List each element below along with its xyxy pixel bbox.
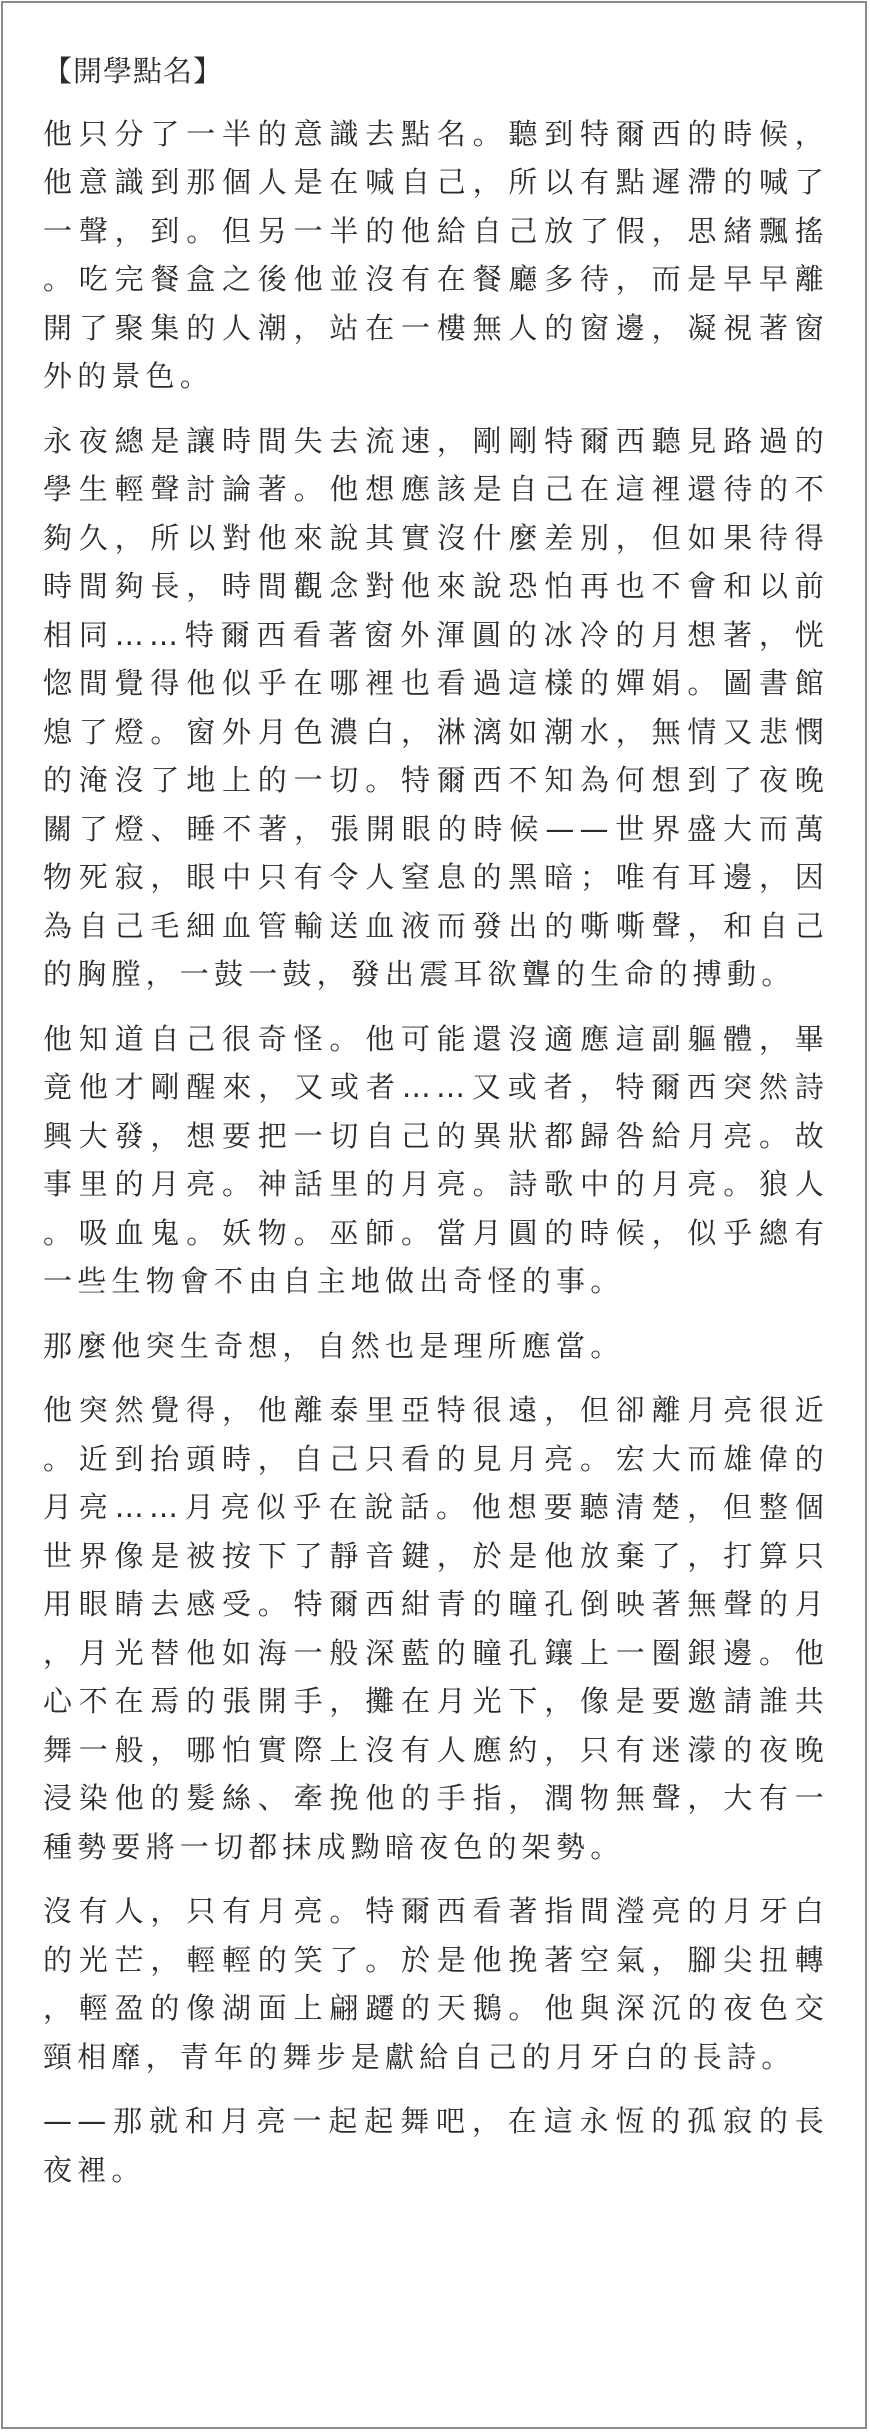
document-body — [43, 47, 829, 2210]
document-title: 【開學點名】 — [43, 54, 224, 88]
paragraph-strange-self: 他知道自己很奇怪。他可能還沒適應這副軀體，畢竟他才剛醒來，又或者……又或者，特爾西突然詩興大發，想要把一切自己的異狀都歸咎給月亮。故事里的月亮。神話里的月亮。詩歌中的月亮。狼人。吸血鬼。妖物。巫師。當月圓的時候，似乎總有一些生物會不由自主地做出奇怪的事。 — [43, 1021, 829, 1298]
paragraph-near-the-moon: 他突然覺得，他離泰里亞特很遠，但卻離月亮很近。近到抬頭時，自己只看的見月亮。宏大而雄偉的月亮……月亮似乎在說話。他想要聽清楚，但整個世界像是被按下了靜音鍵，於是他放棄了，打算只用眼睛去感受。特爾西紺青的瞳孔倒映著無聲的月，月光替他如海一般深藍的瞳孔鑲上一圈銀邊。他心不在焉的張開手，攤在月光下，像是要邀請誰共舞一般，哪怕實際上沒有人應約，只有迷濛的夜晚浸染他的髮絲、牽挽他的手指，潤物無聲，大有一種勢要將一切都抹成黝暗夜色的架勢。 — [43, 1393, 829, 1864]
paragraph-dance: 沒有人，只有月亮。特爾西看著指間瀅亮的月牙白的光芒，輕輕的笑了。於是他挽著空氣，腳尖扭轉，輕盈的像湖面上翩躚的天鵝。他與深沉的夜色交頸相靡，青年的舞步是獻給自己的月牙白的長詩。 — [43, 1894, 829, 2074]
paragraph-eternal-night: 永夜總是讓時間失去流速，剛剛特爾西聽見路過的學生輕聲討論著。他想應該是自己在這裡還待的不夠久，所以對他來說其實沒什麼差別，但如果待得時間夠長，時間觀念對他來說恐怕再也不會和以前相同……特爾西看著窗外渾圓的冰冷的月想著，恍惚間覺得他似乎在哪裡也看過這樣的嬋娟。圖書館熄了燈。窗外月色濃白，淋漓如潮水，無情又悲憫的淹沒了地上的一切。特爾西不知為何想到了夜晚關了燈、睡不著，張開眼的時候——世界盛大而萬物死寂，眼中只有令人窒息的黑暗；唯有耳邊，因為自己毛細血管輸送血液而發出的嘶嘶聲，和自己的胸膛，一鼓一鼓，發出震耳欲聾的生命的搏動。 — [43, 423, 829, 991]
paragraph-closing-line: ——那就和月亮一起起舞吧，在這永恆的孤寂的長夜裡。 — [43, 2104, 829, 2187]
paragraph-sudden-whim: 那麼他突生奇想，自然也是理所應當。 — [43, 1328, 625, 1363]
paragraph-roll-call: 他只分了一半的意識去點名。聽到特爾西的時候，他意識到那個人是在喊自己，所以有點遲滯的喊了一聲，到。但另一半的他給自己放了假，思緒飄搖。吃完餐盒之後他並沒有在餐廳多待，而是早早離開了聚集的人潮，站在一樓無人的窗邊，凝視著窗外的景色。 — [43, 116, 829, 393]
document-page — [1, 1, 867, 2429]
